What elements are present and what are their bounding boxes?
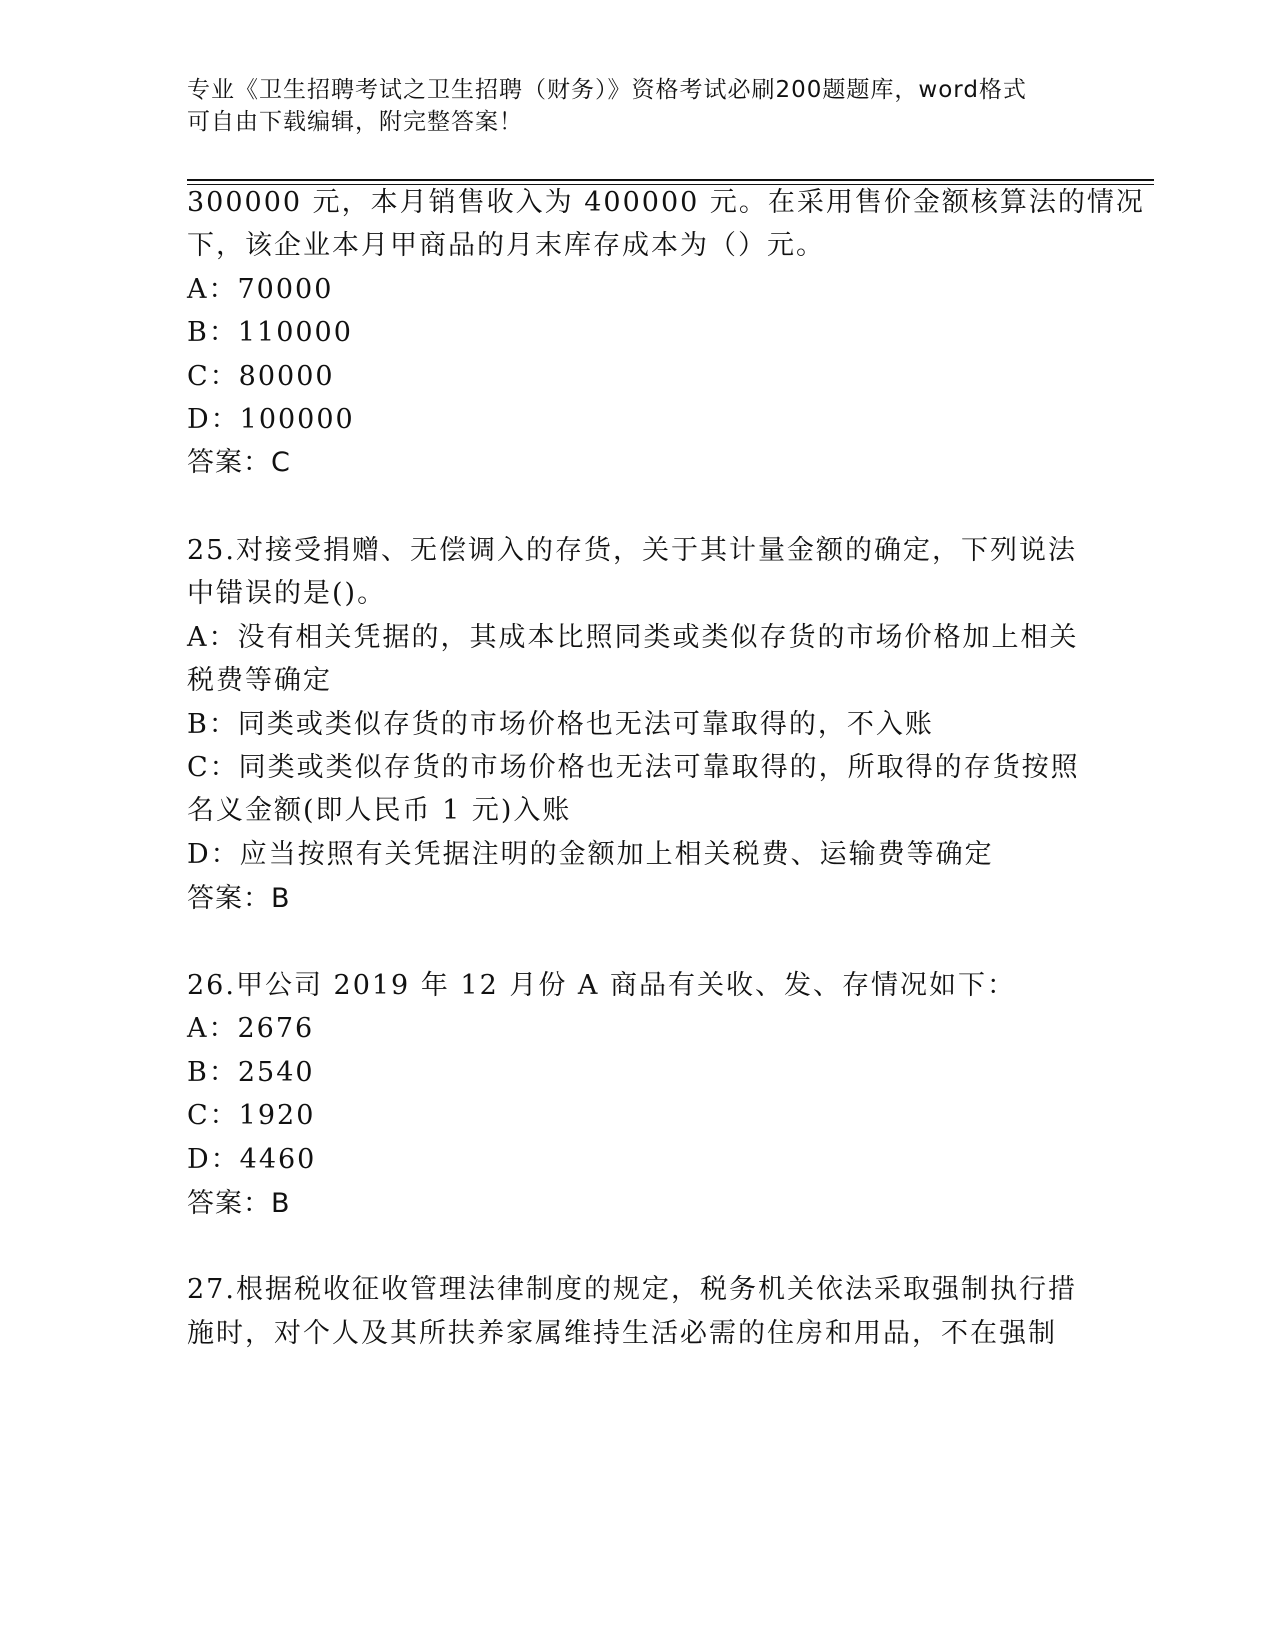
q26-option-b: B：2540 [187,1057,315,1088]
q24-answer: 答案：C [187,447,291,478]
q25-option-a-line-1: A：没有相关凭据的，其成本比照同类或类似存货的市场价格加上相关 [187,622,1079,653]
q25-option-b: B：同类或类似存货的市场价格也无法可靠取得的，不入账 [187,709,934,740]
q27-stem-line-2: 施时，对个人及其所扶养家属维持生活必需的住房和用品，不在强制 [187,1318,1057,1349]
q25-option-c-line-2: 名义金额(即人民币 1 元)入账 [187,795,572,826]
q25-stem-line-2: 中错误的是()。 [187,578,387,609]
q24-stem-line-2: 下，该企业本月甲商品的月末库存成本为（）元。 [187,230,825,261]
header-title-line-2: 可自由下载编辑，附完整答案！ [187,109,523,135]
q26-option-d: D：4460 [187,1144,317,1175]
q24-option-c: C：80000 [187,361,335,392]
q26-option-c: C：1920 [187,1100,316,1131]
document-header [187,74,1087,138]
q27-stem-line-1: 27.根据税收征收管理法律制度的规定，税务机关依法采取强制执行措 [187,1274,1077,1305]
q25-stem-line-1: 25.对接受捐赠、无偿调入的存货，关于其计量金额的确定，下列说法 [187,535,1077,566]
q25-answer: 答案：B [187,883,291,914]
q24-option-a: A：70000 [187,274,334,305]
q26-stem: 26.甲公司 2019 年 12 月份 A 商品有关收、发、存情况如下： [187,970,1017,1001]
q25-option-d: D：应当按照有关凭据注明的金额加上相关税费、运输费等确定 [187,839,994,870]
q25-option-a-line-2: 税费等确定 [187,665,332,696]
q26-option-a: A：2676 [187,1013,315,1044]
q24-stem-line-1: 300000 元，本月销售收入为 400000 元。在采用售价金额核算法的情况 [187,187,1145,218]
q26-answer: 答案：B [187,1188,291,1219]
q24-option-b: B：110000 [187,317,353,348]
q24-option-d: D：100000 [187,404,355,435]
header-divider-thick [187,179,1154,181]
header-title-line-1: 专业《卫生招聘考试之卫生招聘（财务）》资格考试必刷200题题库，word格式 [187,77,1027,103]
q25-option-c-line-1: C：同类或类似存货的市场价格也无法可靠取得的，所取得的存货按照 [187,752,1080,783]
